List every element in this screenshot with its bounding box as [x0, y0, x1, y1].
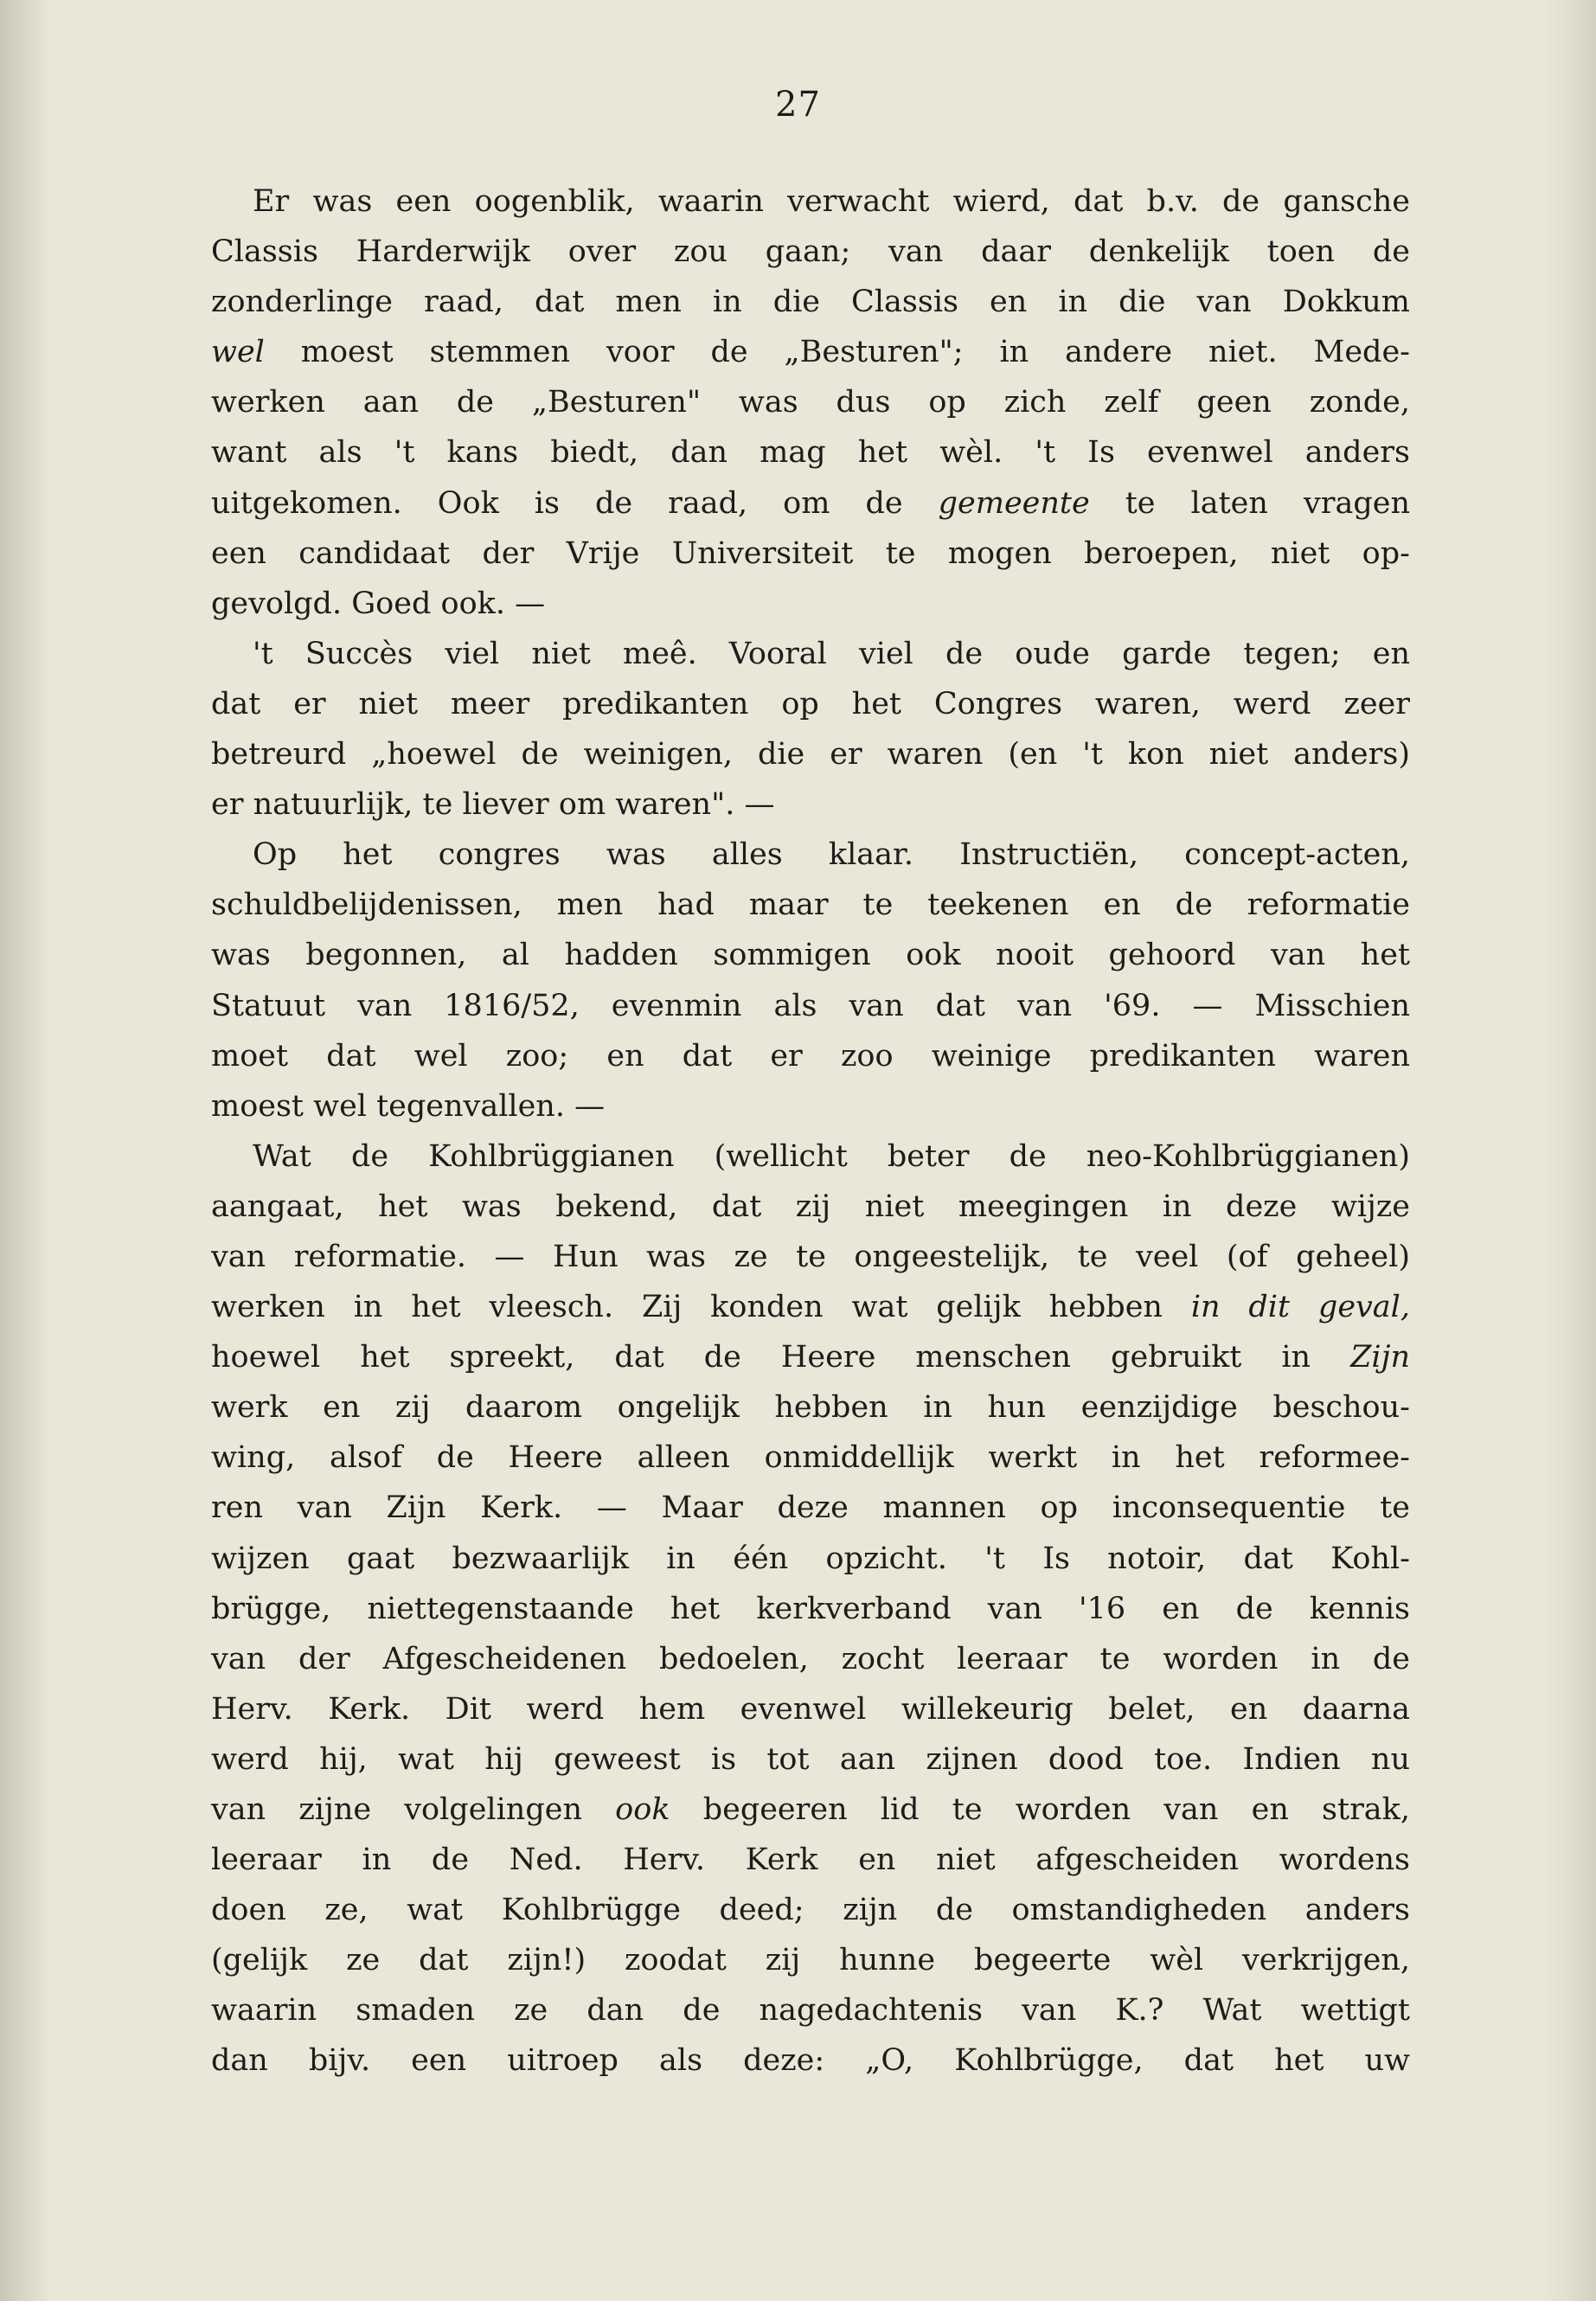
text-line: doen ze, wat Kohlbrügge deed; zijn de omstandigheden anders: [211, 1893, 1410, 1928]
italic-text: ook: [615, 1792, 670, 1827]
text-line: van reformatie. — Hun was ze te ongeestelijk, te veel (of geheel): [211, 1239, 1410, 1274]
text-line: werd hij, wat hij geweest is tot aan zijnen dood toe. Indien nu: [211, 1741, 1410, 1777]
text-segment: uitgekomen. Ook is de raad, om de: [211, 485, 939, 521]
text-line: Op het congres was alles klaar. Instructiën, concept-acten,: [253, 837, 1410, 873]
text-line: wijzen gaat bezwaarlijk in één opzicht. 't Is notoir, dat Kohl-: [211, 1541, 1410, 1576]
text-line: er natuurlijk, te liever om waren". —: [211, 787, 775, 823]
text-line: want als 't kans biedt, dan mag het wèl. 't Is evenwel anders: [211, 435, 1410, 471]
text-line: [211, 327, 1410, 377]
text-line: Wat de Kohlbrüggianen (wellicht beter de neo-Kohlbrüggianen): [253, 1138, 1410, 1174]
text-line: schuldbelijdenissen, men had maar te teekenen en de reformatie: [211, 888, 1410, 923]
text-line: dat er niet meer predikanten op het Congres waren, werd zeer: [211, 686, 1410, 721]
text-line: 't Succès viel niet meê. Vooral viel de oude garde tegen; en: [253, 636, 1410, 671]
text-line: Herv. Kerk. Dit werd hem evenwel willekeurig belet, en daarna: [211, 1691, 1410, 1727]
text-line: werken aan de „Besturen" was dus op zich zelf geen zonde,: [211, 385, 1410, 420]
italic-text: wel: [211, 335, 265, 370]
text-line: was begonnen, al hadden sommigen ook nooit gehoord van het: [211, 938, 1410, 973]
text-line: moet dat wel zoo; en dat er zoo weinige predikanten waren: [211, 1038, 1410, 1074]
text-line: Er was een oogenblik, waarin verwacht wierd, dat b.v. de gansche: [253, 184, 1410, 219]
text-line: wing, alsof de Heere alleen onmiddellijk werkt in het reformee-: [211, 1440, 1410, 1476]
text-segment: moest stemmen voor de „Besturen"; in andere niet. Mede-: [264, 335, 1410, 370]
scan-edge-right: [1544, 0, 1596, 2301]
italic-text: gemeente: [938, 485, 1090, 521]
italic-text: Zijn: [1350, 1340, 1410, 1375]
text-line: (gelijk ze dat zijn!) zoodat zij hunne begeerte wèl verkrijgen,: [211, 1943, 1410, 1978]
page-number: 27: [775, 85, 821, 125]
text-line: [211, 1332, 1410, 1382]
text-line: brügge, niettegenstaande het kerkverband van '16 en de kennis: [211, 1591, 1410, 1626]
text-line: werk en zij daarom ongelijk hebben in hun eenzijdige beschou-: [211, 1390, 1410, 1426]
text-line: een candidaat der Vrije Universiteit te mogen beroepen, niet op-: [211, 535, 1410, 571]
text-line: zonderlinge raad, dat men in die Classis en in die van Dokkum: [211, 285, 1410, 320]
scan-edge-left: [0, 0, 50, 2301]
text-line: betreurd „hoewel de weinigen, die er waren (en 't kon niet anders): [211, 737, 1410, 772]
text-body: [211, 176, 1410, 2086]
text-line: ren van Zijn Kerk. — Maar deze mannen op inconsequentie te: [211, 1490, 1410, 1526]
text-line: dan bijv. een uitroep als deze: „O, Kohlbrügge, dat het uw: [211, 2043, 1410, 2079]
text-segment: werken in het vleesch. Zij konden wat gelijk hebben: [211, 1290, 1191, 1325]
text-segment: van zijne volgelingen: [211, 1792, 616, 1827]
text-line: van der Afgescheidenen bedoelen, zocht leeraar te worden in de: [211, 1641, 1410, 1676]
text-segment: hoewel het spreekt, dat de Heere menschen gebruikt in: [211, 1340, 1351, 1375]
text-line: Statuut van 1816/52, evenmin als van dat van '69. — Misschien: [211, 988, 1410, 1023]
text-line: [211, 1282, 1410, 1332]
text-line: moest wel tegenvallen. —: [211, 1088, 606, 1124]
text-line: [211, 1785, 1410, 1835]
text-line: [211, 478, 1410, 529]
text-segment: te laten vragen: [1089, 485, 1410, 521]
text-line: Classis Harderwijk over zou gaan; van daar denkelijk toen de: [211, 234, 1410, 270]
text-line: gevolgd. Goed ook. —: [211, 586, 546, 621]
text-line: aangaat, het was bekend, dat zij niet meegingen in deze wijze: [211, 1189, 1410, 1224]
italic-text: in dit geval,: [1190, 1290, 1410, 1325]
text-line: waarin smaden ze dan de nagedachtenis van K.? Wat wettigt: [211, 1993, 1410, 2029]
text-segment: begeeren lid te worden van en strak,: [670, 1792, 1411, 1827]
text-line: leeraar in de Ned. Herv. Kerk en niet afgescheiden wordens: [211, 1843, 1410, 1878]
